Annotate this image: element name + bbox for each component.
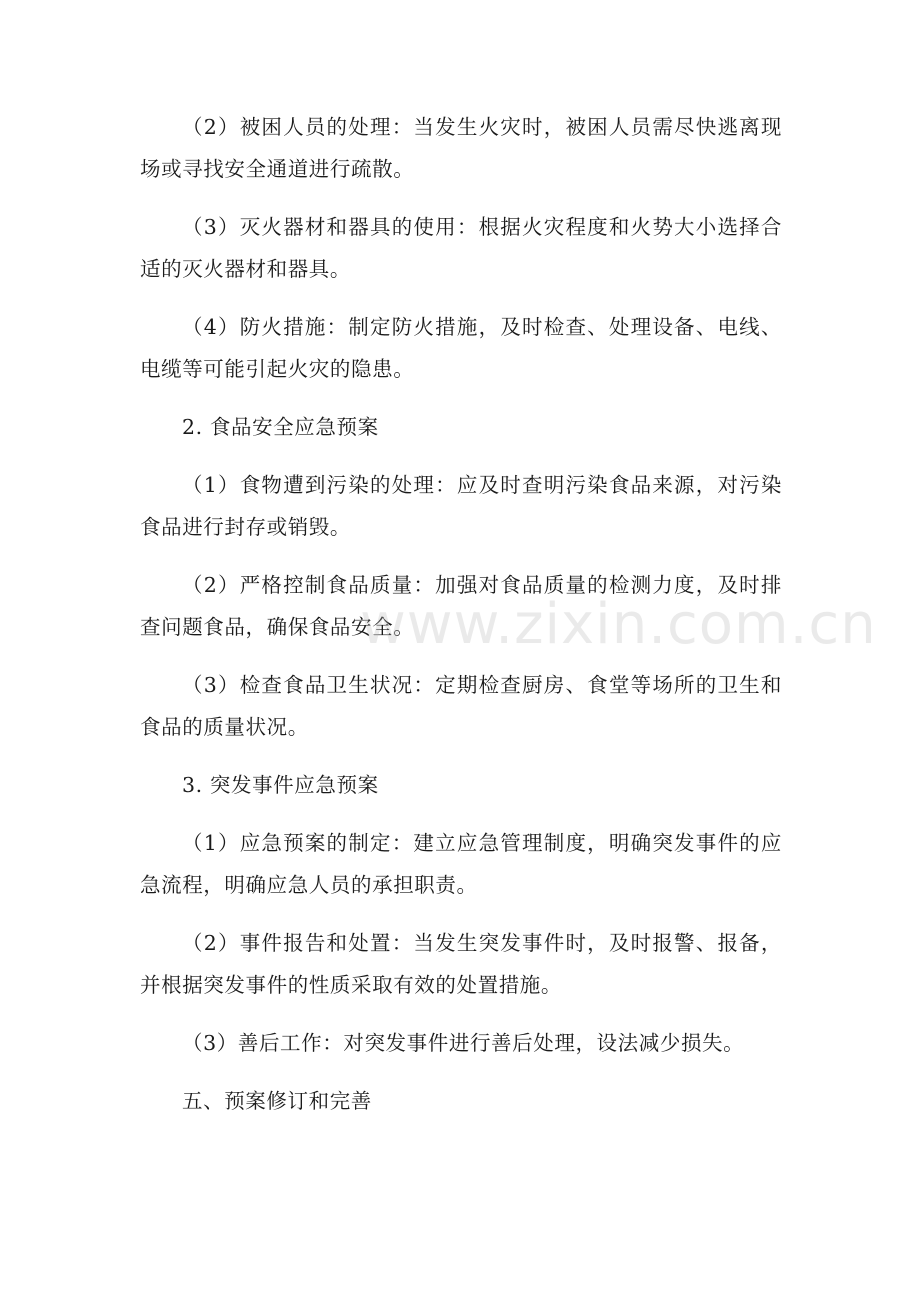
section-heading-emergency-events: 3. 突发事件应急预案 xyxy=(182,773,379,797)
paragraph-gap xyxy=(140,806,782,822)
paragraph-gap xyxy=(140,448,782,464)
paragraph-fire-equipment-use: （3）灭火器材和器具的使用：根据火灾程度和火势大小选择合适的灭火器材和器具。 xyxy=(140,215,782,281)
paragraph-food-contamination: （1）食物遭到污染的处理：应及时查明污染食品来源，对污染食品进行封存或销毁。 xyxy=(140,473,782,539)
paragraph-food-quality-control: （2）严格控制食品质量：加强对食品质量的检测力度，及时排查问题食品，确保食品安全。 xyxy=(140,573,782,639)
section-heading-plan-revision: 五、预案修订和完善 xyxy=(182,1089,372,1113)
paragraph-gap xyxy=(140,548,782,564)
paragraph-gap xyxy=(140,906,782,922)
paragraph-fire-trapped-persons: （2）被困人员的处理：当发生火灾时，被困人员需尽快逃离现场或寻找安全通道进行疏散。 xyxy=(140,115,782,181)
watermark: www.zixin.com.cn xyxy=(360,592,877,657)
paragraph-gap xyxy=(140,190,782,206)
paragraph-gap xyxy=(140,1006,782,1022)
paragraph-gap xyxy=(140,290,782,306)
paragraph-food-hygiene-check: （3）检查食品卫生状况：定期检查厨房、食堂等场所的卫生和食品的质量状况。 xyxy=(140,673,782,739)
paragraph-aftermath-work: （3）善后工作：对突发事件进行善后处理，设法减少损失。 xyxy=(182,1031,745,1055)
paragraph-gap xyxy=(140,1064,782,1080)
paragraph-fire-prevention: （4）防火措施：制定防火措施，及时检查、处理设备、电线、电缆等可能引起火灾的隐患。 xyxy=(140,315,782,381)
paragraph-plan-formulation: （1）应急预案的制定：建立应急管理制度，明确突发事件的应急流程，明确应急人员的承担职责。 xyxy=(140,831,782,897)
paragraph-event-reporting: （2）事件报告和处置：当发生突发事件时，及时报警、报备，并根据突发事件的性质采取有效的处置措施。 xyxy=(140,931,782,997)
paragraph-gap xyxy=(140,390,782,406)
section-heading-food-safety: 2. 食品安全应急预案 xyxy=(182,415,379,439)
paragraph-gap xyxy=(140,748,782,764)
